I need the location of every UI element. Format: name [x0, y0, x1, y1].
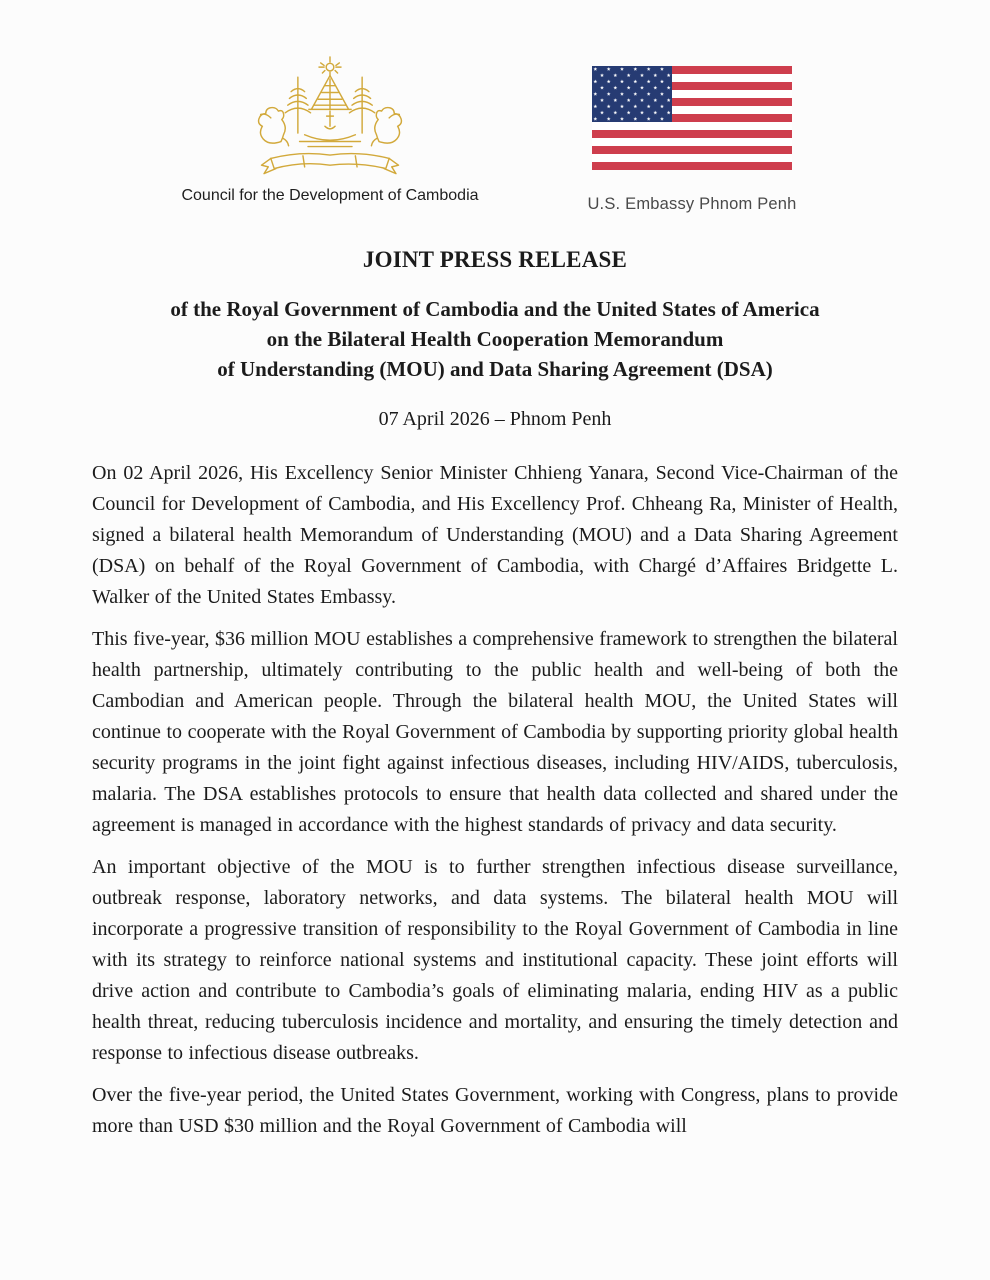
body-paragraph-2: This five-year, $36 million MOU establishes a comprehensive framework to strengthen the bilateral health partnership, ultimately contributing to the public health and well-being of both the Cambodian and American people. Through the bilateral health MOU, the United States will continue to cooperate with the Royal Government of Cambodia by supporting priority global health security programs in the joint fight against infectious diseases, including HIV/AIDS, tuberculosis, malaria. The DSA establishes protocols to ensure that health data collected and shared under the agreement is managed in accordance with the highest standards of privacy and data security.	[92, 628, 898, 836]
subtitle-line-1: of the Royal Government of Cambodia and the United States of America	[170, 297, 820, 321]
subtitle-line-3: of Understanding (MOU) and Data Sharing Agreement (DSA)	[217, 357, 773, 381]
header	[0, 0, 990, 214]
title-block	[0, 247, 990, 431]
cambodia-logo-caption: Council for the Development of Cambodia	[181, 187, 479, 204]
body-paragraph-1: On 02 April 2026, His Excellency Senior Minister Chhieng Yanara, Second Vice-Chairman of the Council for Development of Cambodia, and His Excellency Prof. Chheang Ra, Minister of Health, signed a bilateral health Memorandum of Understanding (MOU) and a Data Sharing Agreement (DSA) on behalf of the Royal Government of Cambodia, with Chargé d’Affaires Bridgette L. Walker of the United States Embassy.	[92, 462, 898, 608]
subtitle-line-2: on the Bilateral Health Cooperation Memorandum	[266, 327, 724, 351]
body-paragraph-4: Over the five-year period, the United States Government, working with Congress, plans to provide more than USD $30 million and the Royal Government of Cambodia will	[92, 1084, 898, 1137]
document-subtitle	[0, 294, 990, 384]
cambodia-logo-block	[152, 50, 508, 205]
us-logo-caption: U.S. Embassy Phnom Penh	[587, 195, 797, 213]
document-title: JOINT PRESS RELEASE	[362, 247, 628, 272]
dateline: 07 April 2026 – Phnom Penh	[378, 408, 612, 430]
us-flag-icon	[574, 50, 810, 182]
body-paragraph-3: An important objective of the MOU is to further strengthen infectious disease surveillance, outbreak response, laboratory networks, and data systems. The bilateral health MOU will incorporate a progressive transition of responsibility to the Royal Government of Cambodia in line with its strategy to reinforce national systems and institutional capacity. These joint efforts will drive action and contribute to Cambodia’s goals of eliminating malaria, ending HIV as a public health threat, reducing tuberculosis incidence and mortality, and ensuring the timely detection and response to infectious disease outbreaks.	[92, 856, 898, 1064]
body-text	[0, 458, 990, 1142]
us-logo-block	[574, 50, 810, 214]
cambodia-royal-arms-icon	[152, 50, 508, 182]
